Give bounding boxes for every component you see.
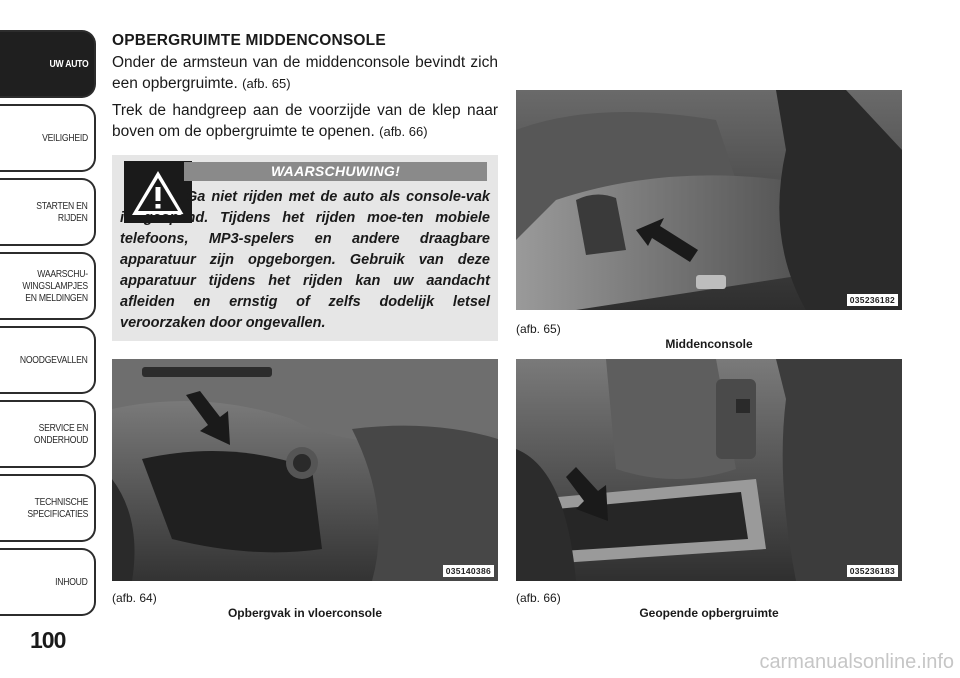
tab-waarschuwingslampjes[interactable] [0,252,96,320]
tab-technische-specificaties[interactable] [0,474,96,542]
tab-veiligheid[interactable] [0,104,96,172]
tab-label: VEILIGHEID [42,132,88,144]
warning-box [112,155,498,341]
section-title: OPBERGRUIMTE MIDDENCONSOLE [112,32,386,49]
figure-65-label: (afb. 65) [516,322,561,336]
figure-ref-66[interactable]: (afb. 66) [379,124,428,139]
floor-console-photo [112,359,498,581]
page-number: 100 [30,627,66,653]
tab-starten-en-rijden[interactable] [0,178,96,246]
figure-64-caption: Opbergvak in vloerconsole [227,606,383,620]
figure-ref-65[interactable]: (afb. 65) [242,76,291,91]
warning-text [120,187,490,334]
figure-66-image [516,359,902,581]
watermark: carmanualsonline.info [759,651,954,673]
paragraph-2 [112,100,498,142]
tab-label: INHOUD [55,576,88,588]
open-storage-photo [516,359,902,581]
figure-64-label: (afb. 64) [112,591,157,605]
tab-label: TECHNISCHE SPECIFICATIES [27,496,88,520]
tab-label: WAARSCHU- WINGSLAMPJES EN MELDINGEN [22,268,88,304]
paragraph-1-text: Onder de armsteun van de middenconsole bevindt zich een opbergruimte. [112,54,498,92]
warning-body: Ga niet rijden met de auto als console-vak is geopend. Tijdens het rijden moe-ten mobiele telefoons, MP3-spelers en andere draagbare apparatuur zijn opgeborgen. Gebruik van deze apparatuur tijdens het rijden kan uw aandacht afleiden en ernstig of zelfs dodelijk letsel veroorzaken door ongevallen. [120,189,490,331]
warning-title: WAARSCHUWING! [184,162,487,181]
tab-service-en-onderhoud[interactable] [0,400,96,468]
figure-66-caption: Geopende opbergruimte [639,606,779,620]
tab-noodgevallen[interactable] [0,326,96,394]
figure-code: 035236182 [847,294,898,306]
center-console-photo [516,90,902,310]
tab-uw-auto[interactable] [0,30,96,98]
figure-65-caption: Middenconsole [665,337,753,351]
tab-label: STARTEN EN RIJDEN [36,200,88,224]
paragraph-2-text: Trek de handgreep aan de voorzijde van de klep naar boven om de opbergruimte te openen. [112,102,498,140]
figure-64-image [112,359,498,581]
figure-code: 035140386 [443,565,494,577]
tab-label: UW AUTO [49,58,88,70]
tab-label: SERVICE EN ONDERHOUD [33,422,88,446]
tab-label: NOODGEVALLEN [20,354,88,366]
figure-66-label: (afb. 66) [516,591,561,605]
paragraph-1 [112,52,498,94]
figure-code: 035236183 [847,565,898,577]
tab-inhoud[interactable] [0,548,96,616]
figure-65-image [516,90,902,310]
